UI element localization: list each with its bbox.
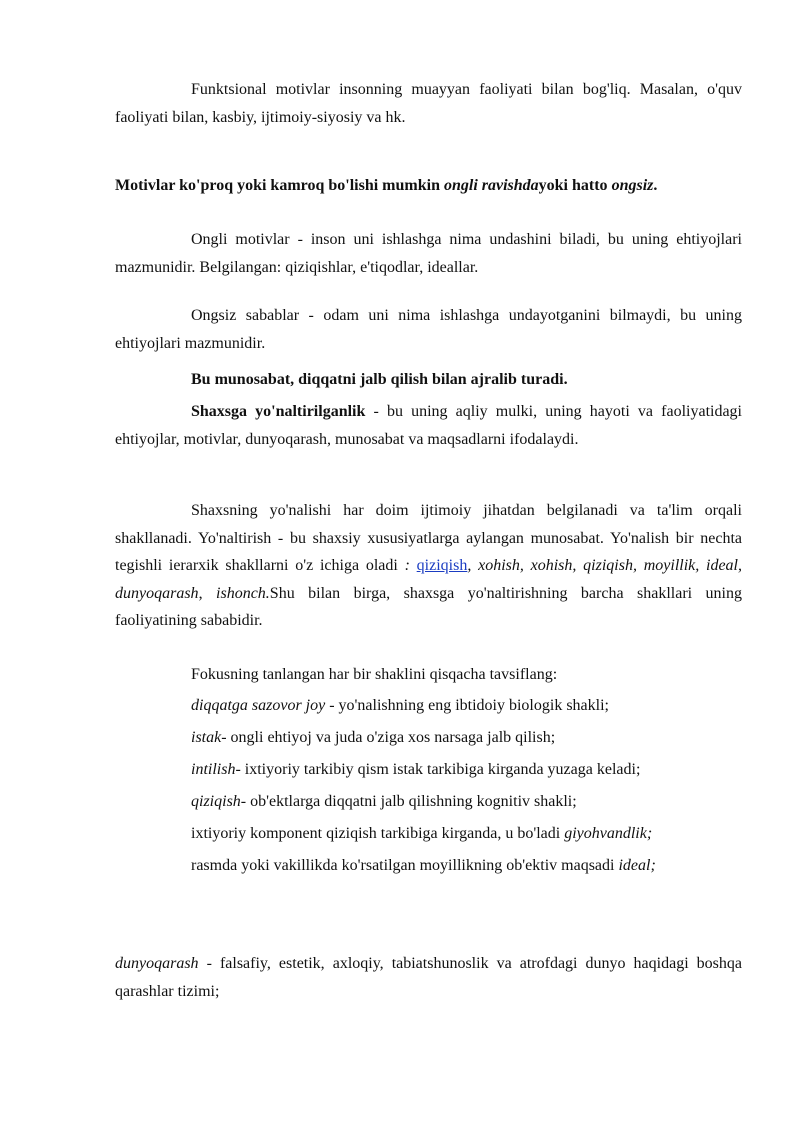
italic-term-ongli: ongli ravishda bbox=[443, 177, 539, 194]
qiziqish-link[interactable]: qiziqish bbox=[416, 557, 468, 574]
term-istak: istak bbox=[191, 729, 222, 746]
paragraph-orientation-definition: Shaxsga yo'naltirilganlik - bu uning aqliy mulki, uning hayoti va faoliyatidagi ehtiyojlar, motivlar, dunyoqarash, munosabat va maqsadlarni ifodalaydi. bbox=[115, 403, 743, 448]
list-item: istak- ongli ehtiyoj va juda o'ziga xos narsaga jalb qilish; bbox=[191, 729, 556, 746]
bold-text: yoki hatto bbox=[538, 177, 612, 194]
list-item: dunyoqarash - falsafiy, estetik, axloqiy, tabiatshunoslik va atrofdagi dunyo haqidagi boshqa qarashlar tizimi; bbox=[115, 955, 742, 1000]
list-item: intilish- ixtiyoriy tarkibiy qism istak tarkibiga kirganda yuzaga keladi; bbox=[191, 761, 641, 778]
term-qiziqish: qiziqish bbox=[191, 793, 241, 810]
bold-text: Motivlar ko'proq yoki kamroq bo'lishi mumkin bbox=[115, 177, 444, 194]
paragraph-conscious-motives: Ongli motivlar - inson uni ishlashga nima undashini biladi, bu uning ehtiyojlari mazmunidir. Belgilangan: qiziqishlar, e'tiqodlar, ideallar. bbox=[115, 231, 742, 276]
term-diqqatga: diqqatga sazovor joy bbox=[191, 697, 326, 714]
paragraph-describe-forms: Fokusning tanlangan har bir shaklini qisqacha tavsiflang: bbox=[191, 666, 558, 683]
list-item: ixtiyoriy komponent qiziqish tarkibiga kirganda, u bo'ladi giyohvandlik; bbox=[191, 825, 653, 842]
italic-term-ongsiz: ongsiz bbox=[611, 177, 654, 194]
paragraph-conscious-unconscious: Motivlar ko'proq yoki kamroq bo'lishi mumkin ongli ravishdayoki hatto ongsiz. bbox=[115, 177, 658, 194]
list-item: rasmda yoki vakillikda ko'rsatilgan moyillikning ob'ektiv maqsadi ideal; bbox=[191, 857, 656, 874]
term-orientation: Shaxsga yo'naltirilganlik bbox=[191, 403, 366, 420]
term-giyohvandlik: giyohvandlik; bbox=[564, 825, 653, 842]
term-ideal: ideal; bbox=[618, 857, 656, 874]
paragraph-attitude: Bu munosabat, diqqatni jalb qilish bilan ajralib turadi. bbox=[191, 371, 568, 388]
paragraph-functional-motives: Funktsional motivlar insonning muayyan faoliyati bilan bog'liq. Masalan, o'quv faoliyati bilan, kasbiy, ijtimoiy-siyosiy va hk. bbox=[115, 81, 742, 126]
paragraph-orientation-forms: Shaxsning yo'nalishi har doim ijtimoiy jihatdan belgilanadi va ta'lim orqali shakllanadi. Yo'naltirish - bu shaxsiy xususiyatlarga aylangan munosabat. Yo'nalish bir nechta tegishli ierarxik shakllarni o'z ichiga oladi : qiziqish, xohish, xohish, qiziqish, moyillik, ideal, dunyoqarash, ishonch.Shu bilan birga, shaxsga yo'naltirishning barcha shakllari uning faoliyatining sababidir. bbox=[115, 502, 742, 629]
paragraph-unconscious-reasons: Ongsiz sabablar - odam uni nima ishlashga undayotganini bilmaydi, bu uning ehtiyojlari mazmunidir. bbox=[115, 307, 742, 352]
list-item: diqqatga sazovor joy - yo'nalishning eng ibtidoiy biologik shakli; bbox=[191, 697, 609, 714]
term-dunyoqarash: dunyoqarash bbox=[115, 955, 199, 972]
list-item: qiziqish- ob'ektlarga diqqatni jalb qilishning kognitiv shakli; bbox=[191, 793, 577, 810]
term-intilish: intilish bbox=[191, 761, 236, 778]
